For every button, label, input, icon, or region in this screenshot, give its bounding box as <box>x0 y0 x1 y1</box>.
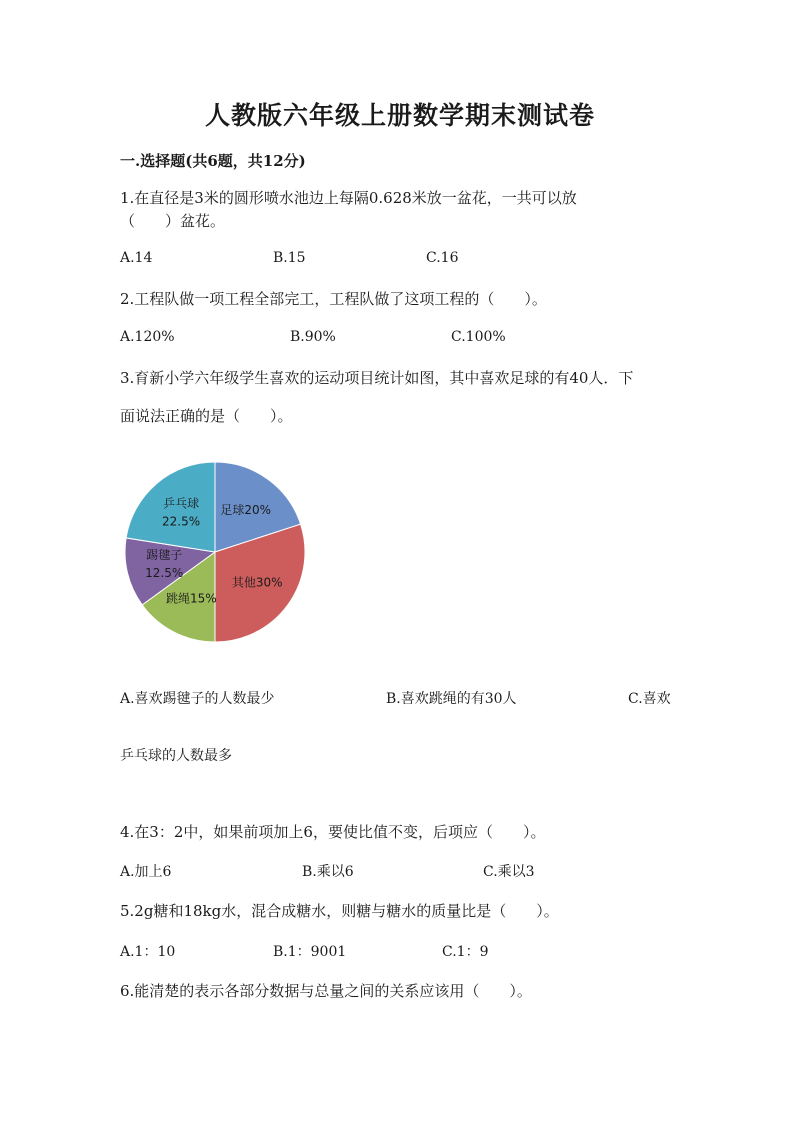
pie-slice-label: 其他30% <box>231 575 283 590</box>
question-4-option-c: C.乘以3 <box>483 864 535 880</box>
section-heading: 一.选择题(共6题，共12分) <box>120 152 306 170</box>
pie-slice-label: 踢毽子 12.5% <box>145 548 184 581</box>
question-1-option-b: B.15 <box>273 250 306 266</box>
question-2-text: 2.工程队做一项工程全部完工，工程队做了这项工程的（ ）。 <box>120 290 547 308</box>
question-1-line-2: （ ）盆花。 <box>120 212 226 230</box>
question-5-text: 5.2g糖和18kg水，混合成糖水，则糖与糖水的质量比是（ ）。 <box>120 902 559 920</box>
question-2-option-b: B.90% <box>290 329 336 345</box>
question-3-option-a: A.喜欢踢毽子的人数最少 <box>120 691 275 707</box>
question-3-line-2: 面说法正确的是（ ）。 <box>120 407 293 425</box>
question-1-option-a: A.14 <box>120 250 153 266</box>
question-1-option-c: C.16 <box>426 250 459 266</box>
question-5-option-a: A.1：10 <box>120 944 176 960</box>
question-4-option-a: A.加上6 <box>120 864 172 880</box>
question-2-option-a: A.120% <box>120 329 175 345</box>
question-5-option-b: B.1：9001 <box>273 944 347 960</box>
pie-slice-label: 乒乓球 22.5% <box>162 496 201 529</box>
sports-pie-chart <box>120 455 320 655</box>
question-1-line-1: 1.在直径是3米的圆形喷水池边上每隔0.628米放一盆花，一共可以放 <box>120 189 577 207</box>
question-5-option-c: C.1：9 <box>442 944 489 960</box>
question-4-option-b: B.乘以6 <box>302 864 354 880</box>
question-3-line-1: 3.育新小学六年级学生喜欢的运动项目统计如图，其中喜欢足球的有40人．下 <box>120 369 634 387</box>
question-3-option-c-continued: 乒乓球的人数最多 <box>120 748 232 764</box>
question-3-option-b: B.喜欢跳绳的有30人 <box>386 691 517 707</box>
pie-slice-label: 足球20% <box>220 502 272 517</box>
pie-slice-label: 跳绳15% <box>165 591 217 606</box>
question-6-text: 6.能清楚的表示各部分数据与总量之间的关系应该用（ ）。 <box>120 982 532 1000</box>
question-3-option-c: C.喜欢 <box>628 691 671 707</box>
page-title: 人教版六年级上册数学期末测试卷 <box>204 101 595 130</box>
question-4-text: 4.在3：2中，如果前项加上6，要使比值不变，后项应（ ）。 <box>120 823 546 841</box>
question-2-option-c: C.100% <box>451 329 506 345</box>
